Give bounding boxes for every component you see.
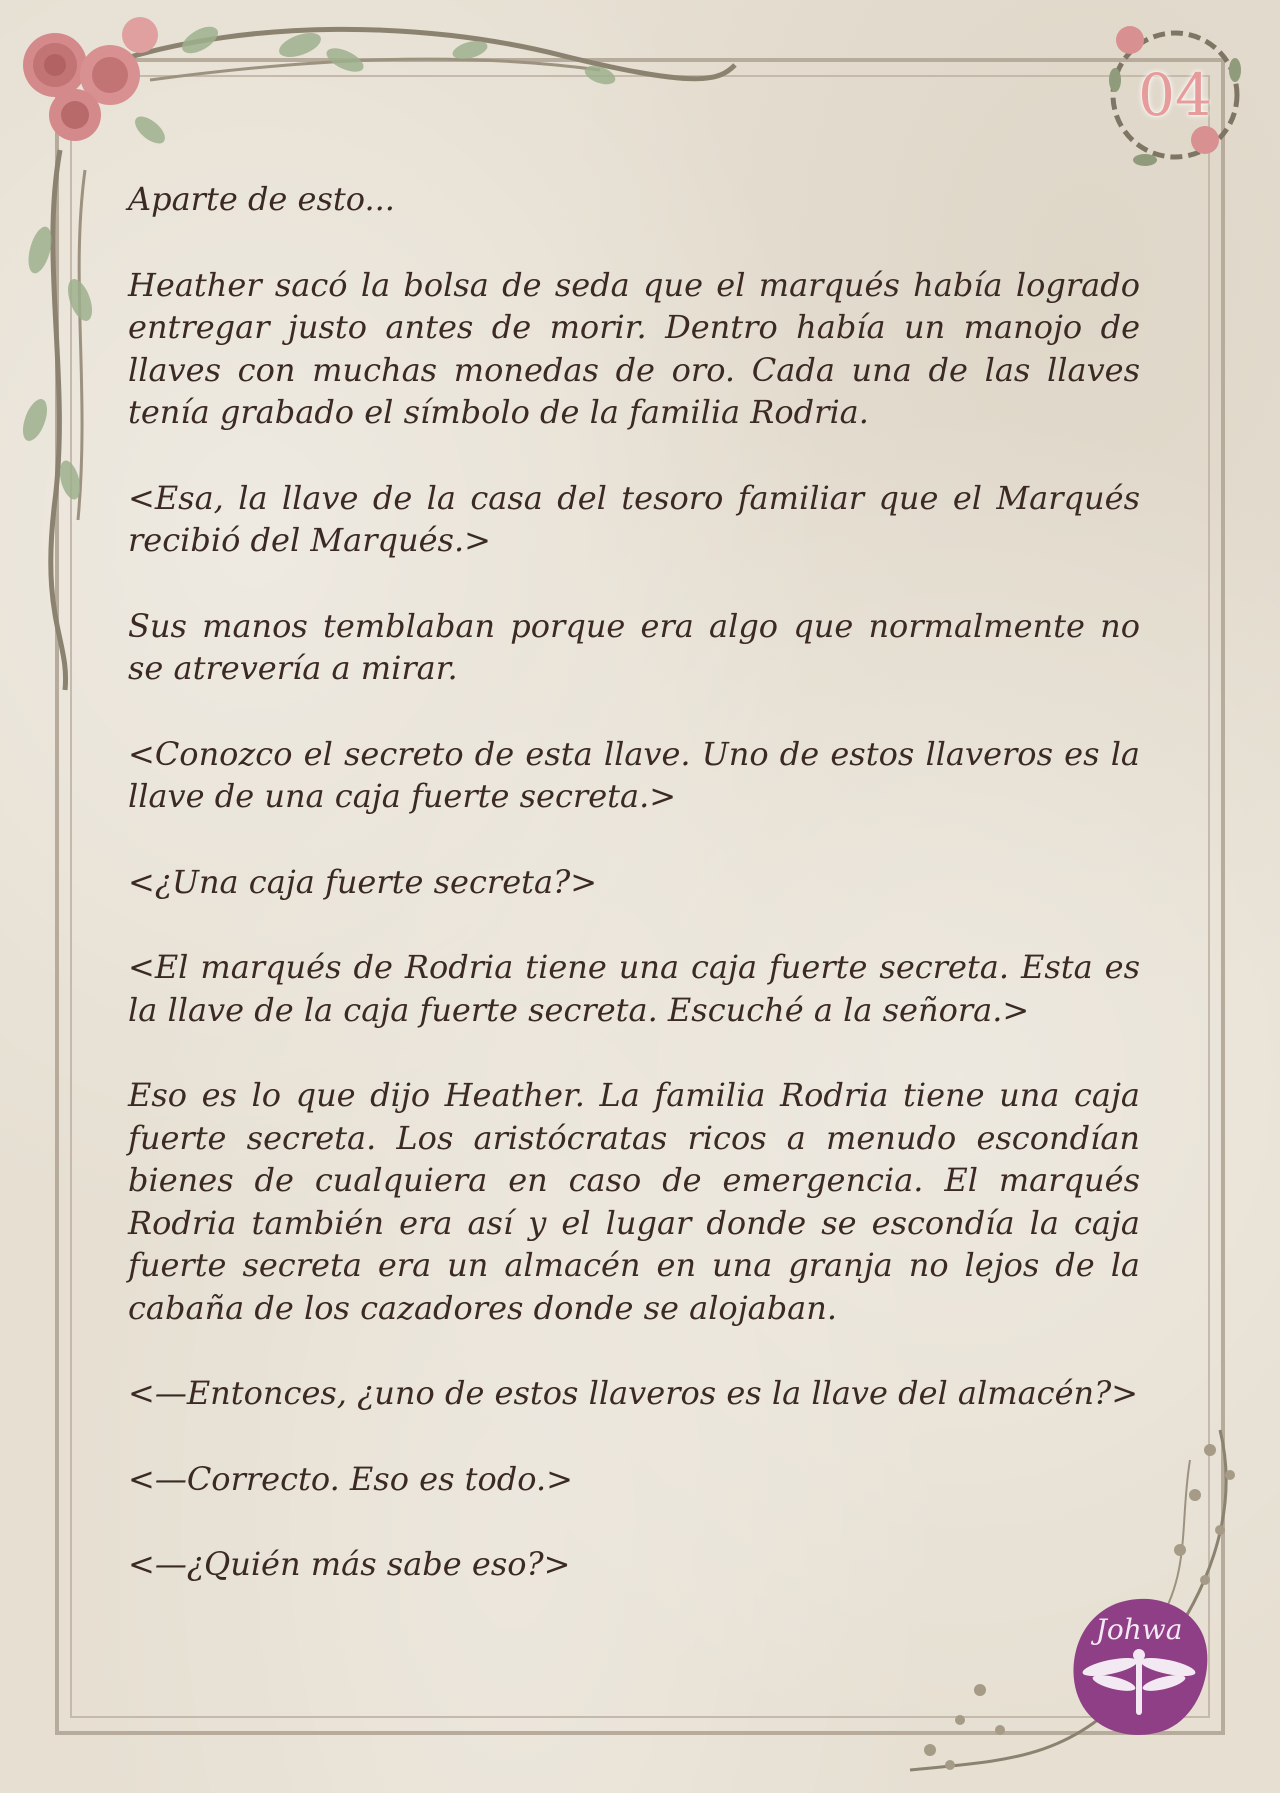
page-number: 04 <box>1138 61 1212 129</box>
paragraph: <¿Una caja fuerte secreta?> <box>128 862 598 901</box>
paragraph: Eso es lo que dijo Heather. La familia Rodria tiene una caja fuerte secreta. Los aristócratas ricos a menudo escondían bienes de cualquiera en caso de emergencia. El marqués Rodria también era así y el lugar donde se escondía la caja fuerte secreta era un almacén en una granja no lejos de la cabaña de los cazadores donde se alojaban. <box>128 1076 1140 1327</box>
paragraph: <—Correcto. Eso es todo.> <box>128 1459 573 1498</box>
paragraph: Heather sacó la bolsa de seda que el marqués había logrado entregar justo antes de morir. Dentro había un manojo de llaves con muchas monedas de oro. Cada una de las llaves tenía grabado el símbolo de la familia Rodria. <box>128 265 1140 431</box>
paragraph: <El marqués de Rodria tiene una caja fuerte secreta. Esta es la llave de la caja fuerte secreta. Escuché a la señora.> <box>128 948 1140 1029</box>
johwa-logo <box>1068 1595 1210 1737</box>
paragraph: Sus manos temblaban porque era algo que normalmente no se atrevería a mirar. <box>128 606 1140 687</box>
text-content <box>128 178 1140 1586</box>
logo-text: Johwa <box>1095 1613 1183 1646</box>
paragraph: <—Entonces, ¿uno de estos llaveros es la llave del almacén?> <box>128 1374 1139 1412</box>
paragraph: <—¿Quién más sabe eso?> <box>128 1545 571 1583</box>
paragraph: Aparte de esto... <box>128 180 395 218</box>
paragraph: <Conozco el secreto de esta llave. Uno de estos llaveros es la llave de una caja fuerte secreta.> <box>128 734 1140 815</box>
paragraph: <Esa, la llave de la casa del tesoro familiar que el Marqués recibió del Marqués.> <box>128 478 1140 559</box>
